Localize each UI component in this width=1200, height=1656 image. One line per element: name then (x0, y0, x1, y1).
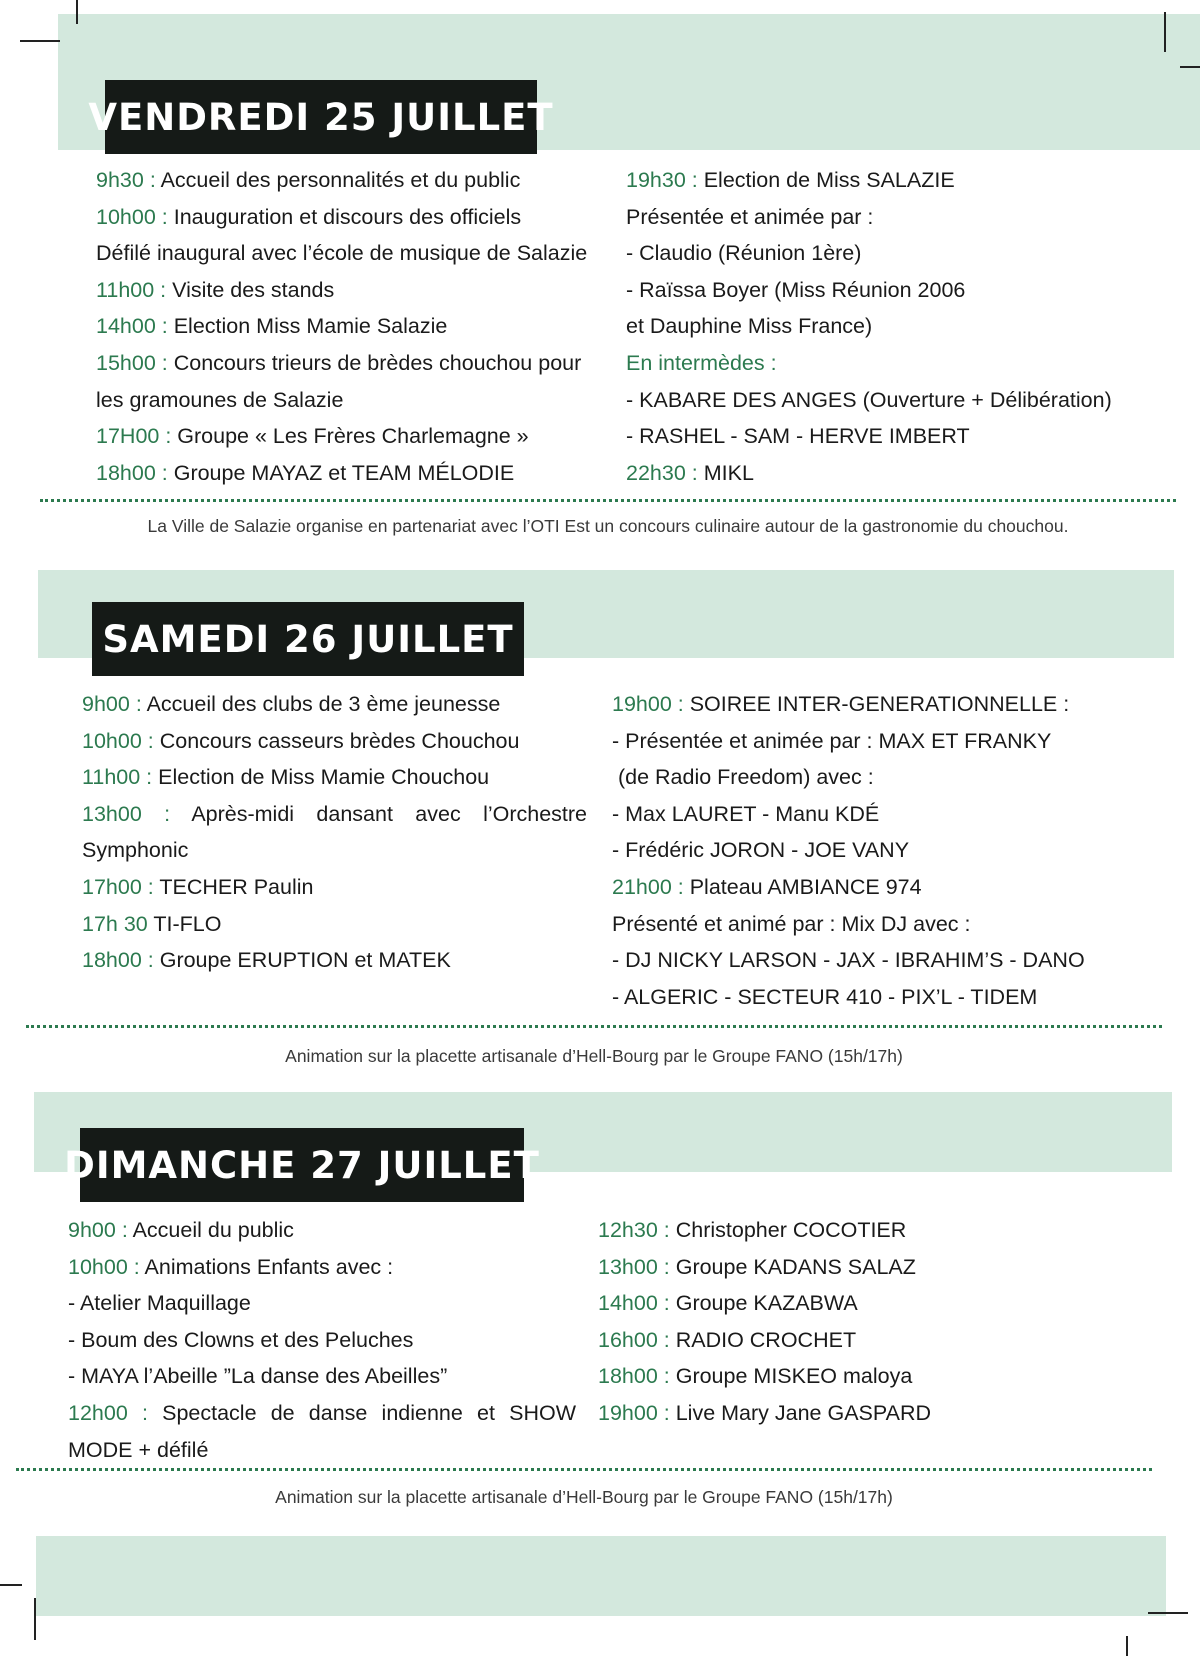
schedule-line: - Raïssa Boyer (Miss Réunion 2006 (626, 277, 966, 302)
crop-mark (0, 1584, 22, 1586)
schedule-line: MODE + défilé (68, 1437, 209, 1462)
footer-band (36, 1536, 1166, 1616)
schedule-line: 17h00 : TECHER Paulin (82, 874, 314, 899)
schedule-line: 10h00 : Concours casseurs brèdes Chouchou (82, 728, 520, 753)
schedule-line: 17H00 : Groupe « Les Frères Charlemagne » (96, 424, 529, 449)
schedule-line: - Présentée et animée par : MAX ET FRANKY (612, 728, 1052, 753)
crop-mark (76, 0, 78, 24)
dotted-divider (26, 1025, 1162, 1028)
schedule-line: 11h00 : Election de Miss Mamie Chouchou (82, 765, 490, 790)
crop-mark (34, 1598, 36, 1640)
schedule-line: 12h00 : Spectacle de danse indienne et SHOW (68, 1400, 577, 1425)
schedule-line: 11h00 : Visite des stands (96, 277, 335, 302)
schedule-line: 21h00 : Plateau AMBIANCE 974 (612, 874, 922, 899)
day-note: La Ville de Salazie organise en partenariat avec l’OTI Est un concours culinaire autour de la gastronomie du chouchou. (147, 516, 1069, 536)
schedule-line: 14h00 : Groupe KAZABWA (598, 1291, 858, 1316)
schedule-line: 18h00 : Groupe MAYAZ et TEAM MÉLODIE (96, 460, 515, 485)
schedule-line: (de Radio Freedom) avec : (612, 765, 874, 790)
schedule-line: Défilé inaugural avec l’école de musique de Salazie (96, 241, 588, 266)
day-note: Animation sur la placette artisanale d’Hell-Bourg par le Groupe FANO (15h/17h) (275, 1487, 893, 1507)
schedule-line: 17h 30 TI-FLO (82, 911, 222, 936)
dotted-divider (40, 499, 1176, 502)
crop-mark (1148, 1612, 1188, 1614)
crop-mark (1126, 1636, 1128, 1656)
day-title-saturday: SAMEDI 26 JUILLET (92, 602, 524, 676)
schedule-line: 10h00 : Animations Enfants avec : (68, 1254, 394, 1279)
schedule-line: - KABARE DES ANGES (Ouverture + Délibération) (626, 387, 1112, 412)
sunday-left-column (68, 1212, 576, 1468)
schedule-line: 10h00 : Inauguration et discours des officiels (96, 204, 522, 229)
schedule-line: 9h30 : Accueil des personnalités et du public (96, 168, 521, 192)
friday-left-column (96, 162, 618, 491)
intermission-label: En intermèdes : (626, 350, 777, 375)
schedule-line: 12h30 : Christopher COCOTIER (598, 1218, 907, 1242)
schedule-line: Symphonic (82, 838, 189, 863)
schedule-line: - Frédéric JORON - JOE VANY (612, 838, 910, 863)
schedule-line: - Boum des Clowns et des Peluches (68, 1327, 414, 1352)
schedule-line: - RASHEL - SAM - HERVE IMBERT (626, 424, 970, 449)
schedule-line: 19h30 : Election de Miss SALAZIE (626, 168, 955, 192)
crop-mark (1180, 66, 1200, 68)
schedule-line: Présentée et animée par : (626, 204, 874, 229)
schedule-line: 13h00 : Après-midi dansant avec l’Orchestre (82, 801, 588, 826)
schedule-line: 18h00 : Groupe ERUPTION et MATEK (82, 948, 451, 973)
schedule-line: 19h00 : SOIREE INTER-GENERATIONNELLE : (612, 692, 1070, 716)
crop-mark (1164, 12, 1166, 52)
schedule-line: - MAYA l’Abeille ”La danse des Abeilles” (68, 1364, 448, 1389)
day-title-friday: VENDREDI 25 JUILLET (105, 80, 537, 154)
schedule-line: 19h00 : Live Mary Jane GASPARD (598, 1400, 932, 1425)
schedule-line: 9h00 : Accueil des clubs de 3 ème jeunesse (82, 692, 501, 716)
schedule-line: - DJ NICKY LARSON - JAX - IBRAHIM’S - DANO (612, 948, 1085, 973)
schedule-line: 9h00 : Accueil du public (68, 1218, 294, 1242)
crop-mark (20, 40, 60, 42)
schedule-line: 15h00 : Concours trieurs de brèdes chouchou pour (96, 350, 582, 375)
schedule-line: 13h00 : Groupe KADANS SALAZ (598, 1254, 916, 1279)
schedule-line: et Dauphine Miss France) (626, 314, 873, 339)
saturday-right-column (612, 686, 1152, 1015)
day-title-sunday: DIMANCHE 27 JUILLET (80, 1128, 524, 1202)
schedule-line: - Atelier Maquillage (68, 1291, 251, 1316)
schedule-line: - Claudio (Réunion 1ère) (626, 241, 862, 266)
schedule-line: 22h30 : MIKL (626, 460, 754, 485)
schedule-line: 18h00 : Groupe MISKEO maloya (598, 1364, 913, 1389)
schedule-line: Présenté et animé par : Mix DJ avec : (612, 911, 971, 936)
sunday-right-column (598, 1212, 1138, 1432)
schedule-line: - Max LAURET - Manu KDÉ (612, 801, 880, 826)
friday-right-column (626, 162, 1146, 491)
day-note: Animation sur la placette artisanale d’Hell-Bourg par le Groupe FANO (15h/17h) (285, 1046, 903, 1066)
schedule-line: 14h00 : Election Miss Mamie Salazie (96, 314, 448, 339)
schedule-line: les gramounes de Salazie (96, 387, 344, 412)
schedule-line: 16h00 : RADIO CROCHET (598, 1327, 857, 1352)
saturday-left-column (82, 686, 587, 979)
schedule-line: - ALGERIC - SECTEUR 410 - PIX’L - TIDEM (612, 984, 1038, 1009)
dotted-divider (16, 1468, 1152, 1471)
